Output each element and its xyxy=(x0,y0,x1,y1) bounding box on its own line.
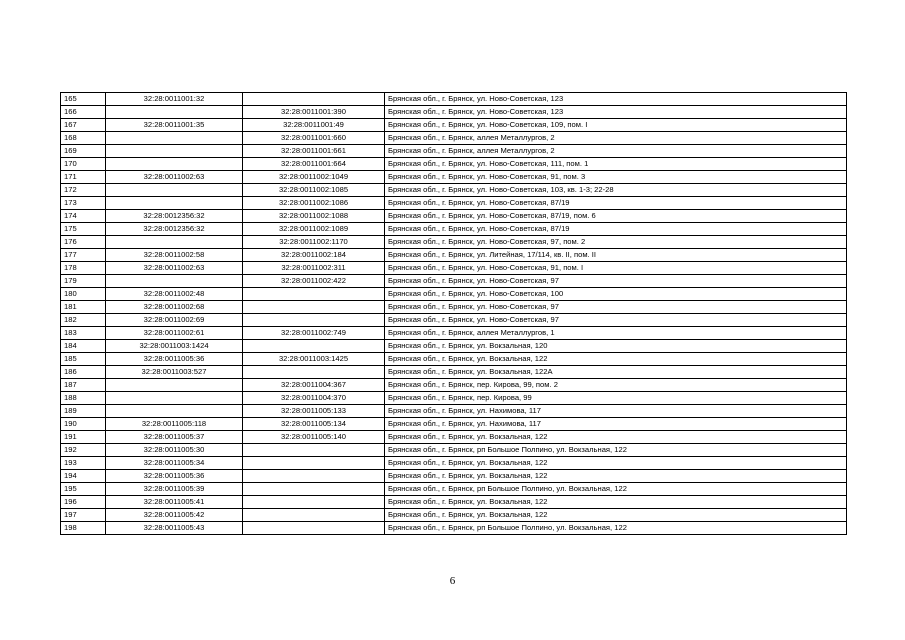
building-cadastral-number-cell: 32:28:0011001:661 xyxy=(243,145,385,158)
table-row xyxy=(61,184,847,197)
address-cell: Брянская обл., г. Брянск, ул. Ново-Советская, 109, пом. I xyxy=(385,119,847,132)
land-cadastral-number-cell xyxy=(106,106,243,119)
building-cadastral-number-cell: 32:28:0011001:664 xyxy=(243,158,385,171)
row-number-cell: 186 xyxy=(61,366,106,379)
land-cadastral-number-cell: 32:28:0011005:118 xyxy=(106,418,243,431)
table-row xyxy=(61,288,847,301)
row-number-cell: 185 xyxy=(61,353,106,366)
cadastral-table xyxy=(60,92,847,535)
row-number-cell: 170 xyxy=(61,158,106,171)
land-cadastral-number-cell: 32:28:0011005:37 xyxy=(106,431,243,444)
land-cadastral-number-cell: 32:28:0011002:63 xyxy=(106,171,243,184)
row-number-cell: 174 xyxy=(61,210,106,223)
table-row xyxy=(61,457,847,470)
building-cadastral-number-cell: 32:28:0011002:1049 xyxy=(243,171,385,184)
building-cadastral-number-cell xyxy=(243,470,385,483)
land-cadastral-number-cell: 32:28:0012356:32 xyxy=(106,223,243,236)
land-cadastral-number-cell: 32:28:0011005:30 xyxy=(106,444,243,457)
table-row xyxy=(61,223,847,236)
address-cell: Брянская обл., г. Брянск, ул. Ново-Советская, 87/19 xyxy=(385,223,847,236)
address-cell: Брянская обл., г. Брянск, ул. Ново-Советская, 123 xyxy=(385,106,847,119)
row-number-cell: 183 xyxy=(61,327,106,340)
address-cell: Брянская обл., г. Брянск, ул. Ново-Советская, 97, пом. 2 xyxy=(385,236,847,249)
table-row xyxy=(61,509,847,522)
address-cell: Брянская обл., г. Брянск, рп Большое Полпино, ул. Вокзальная, 122 xyxy=(385,444,847,457)
table-row xyxy=(61,340,847,353)
land-cadastral-number-cell: 32:28:0012356:32 xyxy=(106,210,243,223)
address-cell: Брянская обл., г. Брянск, рп Большое Полпино, ул. Вокзальная, 122 xyxy=(385,522,847,535)
row-number-cell: 173 xyxy=(61,197,106,210)
address-cell: Брянская обл., г. Брянск, аллея Металлургов, 2 xyxy=(385,145,847,158)
land-cadastral-number-cell: 32:28:0011005:42 xyxy=(106,509,243,522)
row-number-cell: 184 xyxy=(61,340,106,353)
building-cadastral-number-cell: 32:28:0011001:390 xyxy=(243,106,385,119)
row-number-cell: 190 xyxy=(61,418,106,431)
row-number-cell: 191 xyxy=(61,431,106,444)
table-row xyxy=(61,483,847,496)
row-number-cell: 196 xyxy=(61,496,106,509)
row-number-cell: 169 xyxy=(61,145,106,158)
land-cadastral-number-cell xyxy=(106,158,243,171)
row-number-cell: 165 xyxy=(61,93,106,106)
row-number-cell: 182 xyxy=(61,314,106,327)
land-cadastral-number-cell xyxy=(106,145,243,158)
table-row xyxy=(61,106,847,119)
address-cell: Брянская обл., г. Брянск, ул. Вокзальная, 122 xyxy=(385,353,847,366)
table-row xyxy=(61,522,847,535)
building-cadastral-number-cell: 32:28:0011002:1085 xyxy=(243,184,385,197)
table-row xyxy=(61,145,847,158)
building-cadastral-number-cell: 32:28:0011003:1425 xyxy=(243,353,385,366)
land-cadastral-number-cell: 32:28:0011005:41 xyxy=(106,496,243,509)
table-row xyxy=(61,496,847,509)
address-cell: Брянская обл., г. Брянск, пер. Кирова, 99 xyxy=(385,392,847,405)
land-cadastral-number-cell: 32:28:0011002:63 xyxy=(106,262,243,275)
building-cadastral-number-cell: 32:28:0011001:660 xyxy=(243,132,385,145)
address-cell: Брянская обл., г. Брянск, ул. Ново-Советская, 100 xyxy=(385,288,847,301)
building-cadastral-number-cell xyxy=(243,522,385,535)
land-cadastral-number-cell: 32:28:0011002:69 xyxy=(106,314,243,327)
table-row xyxy=(61,379,847,392)
building-cadastral-number-cell xyxy=(243,93,385,106)
table-row xyxy=(61,470,847,483)
building-cadastral-number-cell: 32:28:0011004:367 xyxy=(243,379,385,392)
building-cadastral-number-cell: 32:28:0011004:370 xyxy=(243,392,385,405)
building-cadastral-number-cell xyxy=(243,496,385,509)
building-cadastral-number-cell xyxy=(243,366,385,379)
table-row xyxy=(61,392,847,405)
address-cell: Брянская обл., г. Брянск, ул. Вокзальная, 122 xyxy=(385,457,847,470)
row-number-cell: 168 xyxy=(61,132,106,145)
row-number-cell: 171 xyxy=(61,171,106,184)
land-cadastral-number-cell xyxy=(106,379,243,392)
building-cadastral-number-cell xyxy=(243,444,385,457)
table-row xyxy=(61,275,847,288)
address-cell: Брянская обл., г. Брянск, ул. Нахимова, 117 xyxy=(385,418,847,431)
row-number-cell: 194 xyxy=(61,470,106,483)
row-number-cell: 195 xyxy=(61,483,106,496)
table-row xyxy=(61,327,847,340)
table-row xyxy=(61,210,847,223)
building-cadastral-number-cell xyxy=(243,314,385,327)
address-cell: Брянская обл., г. Брянск, ул. Ново-Советская, 97 xyxy=(385,314,847,327)
building-cadastral-number-cell xyxy=(243,301,385,314)
address-cell: Брянская обл., г. Брянск, ул. Вокзальная, 122 xyxy=(385,509,847,522)
building-cadastral-number-cell: 32:28:0011001:49 xyxy=(243,119,385,132)
land-cadastral-number-cell: 32:28:0011005:39 xyxy=(106,483,243,496)
address-cell: Брянская обл., г. Брянск, ул. Ново-Советская, 103, кв. 1-3; 22-28 xyxy=(385,184,847,197)
building-cadastral-number-cell xyxy=(243,509,385,522)
land-cadastral-number-cell: 32:28:0011005:36 xyxy=(106,353,243,366)
table-body xyxy=(61,93,847,535)
land-cadastral-number-cell xyxy=(106,132,243,145)
building-cadastral-number-cell: 32:28:0011002:749 xyxy=(243,327,385,340)
address-cell: Брянская обл., г. Брянск, ул. Ново-Советская, 87/19, пом. 6 xyxy=(385,210,847,223)
table-row xyxy=(61,418,847,431)
building-cadastral-number-cell: 32:28:0011002:1089 xyxy=(243,223,385,236)
address-cell: Брянская обл., г. Брянск, ул. Ново-Советская, 97 xyxy=(385,301,847,314)
building-cadastral-number-cell: 32:28:0011002:1170 xyxy=(243,236,385,249)
address-cell: Брянская обл., г. Брянск, ул. Вокзальная, 122 xyxy=(385,496,847,509)
land-cadastral-number-cell xyxy=(106,236,243,249)
table-row xyxy=(61,158,847,171)
table-row xyxy=(61,249,847,262)
row-number-cell: 180 xyxy=(61,288,106,301)
row-number-cell: 198 xyxy=(61,522,106,535)
address-cell: Брянская обл., г. Брянск, пер. Кирова, 99, пом. 2 xyxy=(385,379,847,392)
row-number-cell: 187 xyxy=(61,379,106,392)
building-cadastral-number-cell xyxy=(243,457,385,470)
address-cell: Брянская обл., г. Брянск, ул. Нахимова, 117 xyxy=(385,405,847,418)
address-cell: Брянская обл., г. Брянск, аллея Металлургов, 2 xyxy=(385,132,847,145)
table-row xyxy=(61,301,847,314)
land-cadastral-number-cell xyxy=(106,392,243,405)
building-cadastral-number-cell: 32:28:0011005:133 xyxy=(243,405,385,418)
address-cell: Брянская обл., г. Брянск, ул. Ново-Советская, 87/19 xyxy=(385,197,847,210)
building-cadastral-number-cell: 32:28:0011002:184 xyxy=(243,249,385,262)
row-number-cell: 167 xyxy=(61,119,106,132)
building-cadastral-number-cell xyxy=(243,483,385,496)
building-cadastral-number-cell xyxy=(243,340,385,353)
row-number-cell: 179 xyxy=(61,275,106,288)
row-number-cell: 181 xyxy=(61,301,106,314)
row-number-cell: 189 xyxy=(61,405,106,418)
land-cadastral-number-cell: 32:28:0011005:34 xyxy=(106,457,243,470)
land-cadastral-number-cell xyxy=(106,184,243,197)
table-row xyxy=(61,366,847,379)
address-cell: Брянская обл., г. Брянск, ул. Ново-Советская, 91, пом. I xyxy=(385,262,847,275)
row-number-cell: 176 xyxy=(61,236,106,249)
table-row xyxy=(61,132,847,145)
address-cell: Брянская обл., г. Брянск, ул. Ново-Советская, 97 xyxy=(385,275,847,288)
building-cadastral-number-cell: 32:28:0011002:1086 xyxy=(243,197,385,210)
address-cell: Брянская обл., г. Брянск, ул. Ново-Советская, 91, пом. 3 xyxy=(385,171,847,184)
table-row xyxy=(61,197,847,210)
land-cadastral-number-cell: 32:28:0011005:36 xyxy=(106,470,243,483)
table-row xyxy=(61,171,847,184)
land-cadastral-number-cell: 32:28:0011003:1424 xyxy=(106,340,243,353)
address-cell: Брянская обл., г. Брянск, рп Большое Полпино, ул. Вокзальная, 122 xyxy=(385,483,847,496)
table-row xyxy=(61,444,847,457)
land-cadastral-number-cell: 32:28:0011003:527 xyxy=(106,366,243,379)
building-cadastral-number-cell xyxy=(243,288,385,301)
address-cell: Брянская обл., г. Брянск, ул. Вокзальная, 122 xyxy=(385,470,847,483)
land-cadastral-number-cell xyxy=(106,405,243,418)
address-cell: Брянская обл., г. Брянск, аллея Металлургов, 1 xyxy=(385,327,847,340)
row-number-cell: 172 xyxy=(61,184,106,197)
building-cadastral-number-cell: 32:28:0011002:422 xyxy=(243,275,385,288)
row-number-cell: 193 xyxy=(61,457,106,470)
address-cell: Брянская обл., г. Брянск, ул. Вокзальная, 120 xyxy=(385,340,847,353)
row-number-cell: 177 xyxy=(61,249,106,262)
land-cadastral-number-cell: 32:28:0011001:35 xyxy=(106,119,243,132)
row-number-cell: 175 xyxy=(61,223,106,236)
address-cell: Брянская обл., г. Брянск, ул. Вокзальная, 122 xyxy=(385,431,847,444)
building-cadastral-number-cell: 32:28:0011005:134 xyxy=(243,418,385,431)
table-row xyxy=(61,236,847,249)
address-cell: Брянская обл., г. Брянск, ул. Ново-Советская, 111, пом. 1 xyxy=(385,158,847,171)
land-cadastral-number-cell: 32:28:0011002:48 xyxy=(106,288,243,301)
address-cell: Брянская обл., г. Брянск, ул. Ново-Советская, 123 xyxy=(385,93,847,106)
table-row xyxy=(61,262,847,275)
table-row xyxy=(61,93,847,106)
land-cadastral-number-cell: 32:28:0011002:61 xyxy=(106,327,243,340)
table-row xyxy=(61,314,847,327)
land-cadastral-number-cell: 32:28:0011002:58 xyxy=(106,249,243,262)
table-row xyxy=(61,119,847,132)
land-cadastral-number-cell: 32:28:0011002:68 xyxy=(106,301,243,314)
land-cadastral-number-cell: 32:28:0011005:43 xyxy=(106,522,243,535)
building-cadastral-number-cell: 32:28:0011005:140 xyxy=(243,431,385,444)
row-number-cell: 188 xyxy=(61,392,106,405)
table-row xyxy=(61,431,847,444)
land-cadastral-number-cell xyxy=(106,197,243,210)
page-number: 6 xyxy=(449,575,456,587)
row-number-cell: 197 xyxy=(61,509,106,522)
building-cadastral-number-cell: 32:28:0011002:311 xyxy=(243,262,385,275)
land-cadastral-number-cell: 32:28:0011001:32 xyxy=(106,93,243,106)
table-row xyxy=(61,353,847,366)
row-number-cell: 166 xyxy=(61,106,106,119)
land-cadastral-number-cell xyxy=(106,275,243,288)
building-cadastral-number-cell: 32:28:0011002:1088 xyxy=(243,210,385,223)
table-row xyxy=(61,405,847,418)
address-cell: Брянская обл., г. Брянск, ул. Литейная, 17/114, кв. II, пом. II xyxy=(385,249,847,262)
row-number-cell: 192 xyxy=(61,444,106,457)
address-cell: Брянская обл., г. Брянск, ул. Вокзальная, 122А xyxy=(385,366,847,379)
row-number-cell: 178 xyxy=(61,262,106,275)
